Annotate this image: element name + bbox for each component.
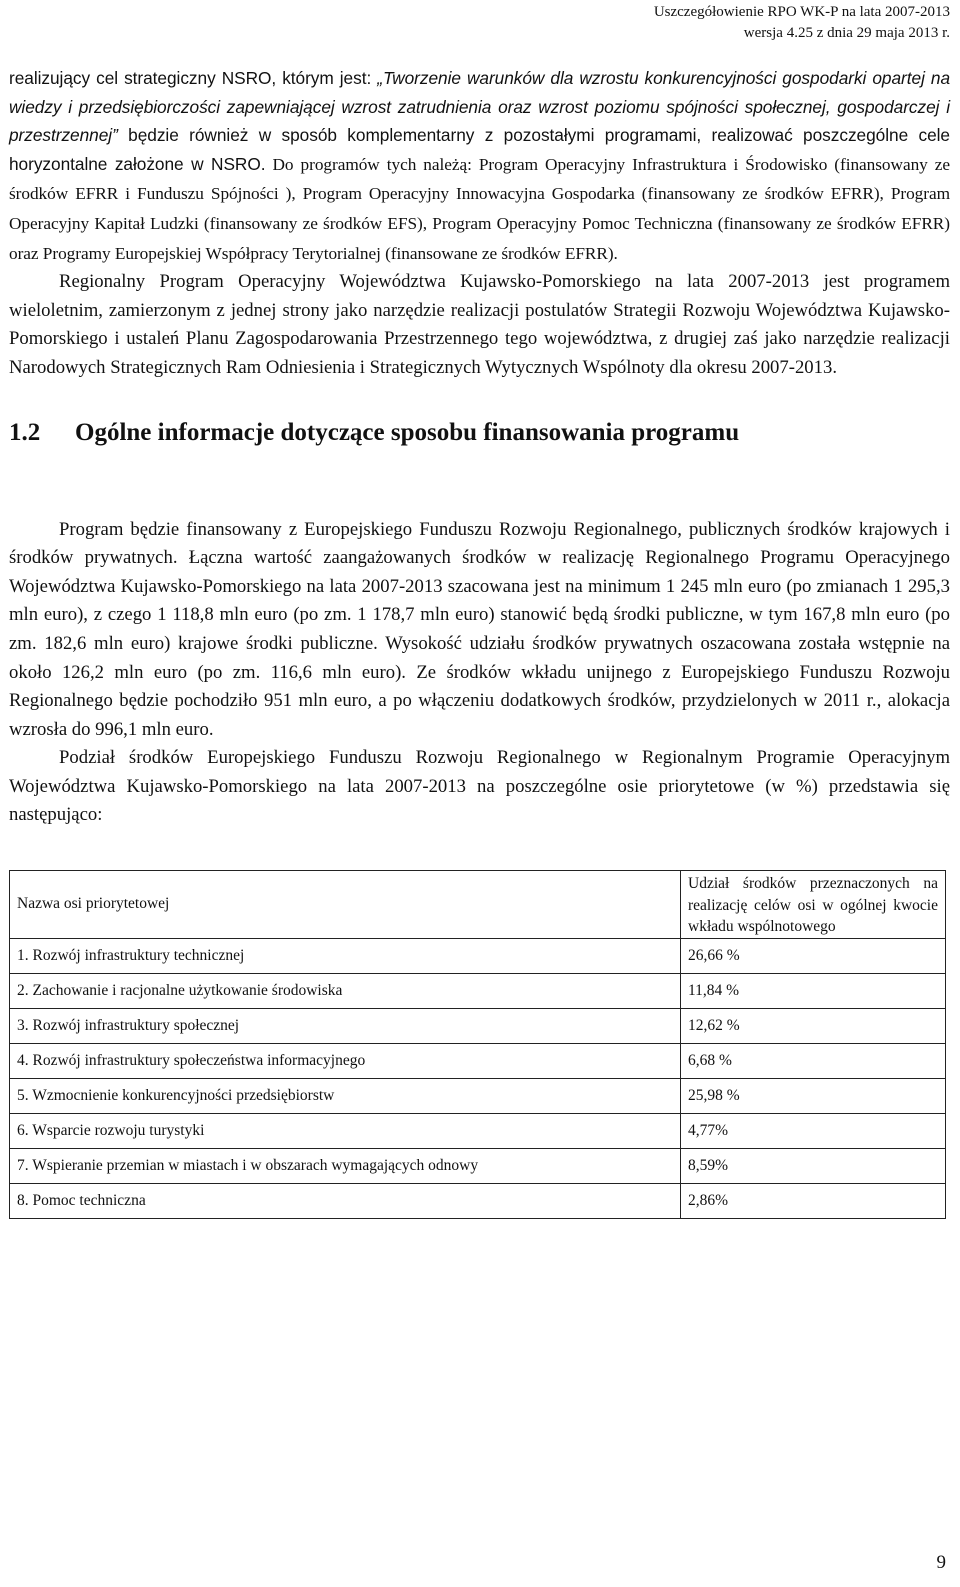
table-row bbox=[10, 1148, 946, 1183]
axis-share: 8,59% bbox=[681, 1148, 946, 1183]
axis-share: 25,98 % bbox=[681, 1078, 946, 1113]
axis-name: 3. Rozwój infrastruktury społecznej bbox=[10, 1008, 681, 1043]
axis-share: 12,62 % bbox=[681, 1008, 946, 1043]
intro-paragraph bbox=[9, 64, 950, 268]
axis-name: 4. Rozwój infrastruktury społeczeństwa informacyjnego bbox=[10, 1043, 681, 1078]
axis-name: 7. Wspieranie przemian w miastach i w obszarach wymagających odnowy bbox=[10, 1148, 681, 1183]
financing-paragraph: Program będzie finansowany z Europejskiego Funduszu Rozwoju Regionalnego, publicznych środków krajowych i środków prywatnych. Łączna wartość zaangażowanych środków w realizację Regionalnego Programu Operacyjnego Województwa Kujawsko-Pomorskiego na lata 2007-2013 szacowana jest na minimum 1 245 mln euro (po zmianach 1 295,3 mln euro), z czego 1 118,8 mln euro (po zm. 1 178,7 mln euro) stanowić będą środki publiczne, w tym 167,8 mln euro (po zm. 182,6 mln euro) krajowe środki publiczne. Wysokość udziału środków prywatnych oszacowana została wstępnie na około 126,2 mln euro (po zm. 116,6 mln euro). Ze środków wkładu unijnego z Europejskiego Funduszu Rozwoju Regionalnego będzie pochodziło 951 mln euro, a po włączeniu dodatkowych środków, przydzielonych w 2011 r., alokacja wzrosła do 996,1 mln euro. bbox=[9, 518, 950, 740]
table-row bbox=[10, 938, 946, 973]
document-header bbox=[654, 2, 950, 44]
priority-axes-table bbox=[9, 870, 946, 1219]
table-row bbox=[10, 1183, 946, 1218]
axis-share: 11,84 % bbox=[681, 973, 946, 1008]
table-row bbox=[10, 1113, 946, 1148]
header-version: wersja 4.25 z dnia 29 maja 2013 r. bbox=[743, 25, 950, 41]
table-row bbox=[10, 973, 946, 1008]
page-body bbox=[9, 64, 950, 1219]
allocation-split-paragraph: Podział środków Europejskiego Funduszu Rozwoju Regionalnego w Regionalnym Programie Operacyjnym Województwa Kujawsko-Pomorskiego na lata 2007-2013 na poszczególne osie priorytetowe (w %) przedstawia się następująco: bbox=[9, 747, 950, 826]
nsro-goal-quote: „Tworzenie warunków dla wzrostu konkurencyjności gospodarki opartej na wiedzy i przedsiębiorczości zapewniającej wzrost zatrudnienia oraz wzrost poziomu spójności społecznej, gospodarczej i przestrzennej” bbox=[9, 68, 951, 146]
regional-program-paragraph: Regionalny Program Operacyjny Województwa Kujawsko-Pomorskiego na lata 2007-2013 jest programem wieloletnim, zamierzonym z jednej strony jako narzędzie realizacji postulatów Strategii Rozwoju Województwa Kujawsko-Pomorskiego i ustaleń Planu Zagospodarowania Przestrzennego tego województwa, z drugiej zaś jako narzędzie realizacji Narodowych Strategicznych Ram Odniesienia i Strategicznych Wytycznych Wspólnoty dla okresu 2007-2013. bbox=[9, 271, 950, 378]
axis-share: 6,68 % bbox=[681, 1043, 946, 1078]
section-heading bbox=[9, 417, 950, 449]
axis-share: 26,66 % bbox=[681, 938, 946, 973]
intro-text-continuation: będzie również w sposób komplementarny z pozostałymi programami, realizować poszczególne cele horyzontalne założone w NSRO. bbox=[9, 125, 950, 174]
axis-name: 2. Zachowanie i racjonalne użytkowanie środowiska bbox=[10, 973, 681, 1008]
section-title: Ogólne informacje dotyczące sposobu finansowania programu bbox=[75, 418, 740, 446]
header-axis-name: Nazwa osi priorytetowej bbox=[10, 871, 681, 939]
axis-name: 1. Rozwój infrastruktury technicznej bbox=[10, 938, 681, 973]
table-row bbox=[10, 1078, 946, 1113]
section-number: 1.2 bbox=[9, 418, 41, 446]
header-share: Udział środków przeznaczonych na realizację celów osi w ogólnej kwocie wkładu wspólnotowego bbox=[681, 871, 946, 939]
table-row bbox=[10, 1043, 946, 1078]
axis-name: 5. Wzmocnienie konkurencyjności przedsiębiorstw bbox=[10, 1078, 681, 1113]
table-header-row bbox=[10, 871, 946, 939]
axis-name: 6. Wsparcie rozwoju turystyki bbox=[10, 1113, 681, 1148]
axis-share: 2,86% bbox=[681, 1183, 946, 1218]
programs-list-text: Do programów tych należą: Program Operacyjny Infrastruktura i Środowisko (finansowany ze środków EFRR i Funduszu Spójności ), Program Operacyjny Innowacyjna Gospodarka (finansowany ze środków EFRR), Program Operacyjny Kapitał Ludzki (finansowany ze środków EFS), Program Operacyjny Pomoc Techniczna (finansowany ze środków EFRR) oraz Programy Europejskiej Współpracy Terytorialnej (finansowane ze środków EFRR). bbox=[9, 154, 950, 263]
page-number: 9 bbox=[936, 1552, 946, 1573]
axis-share: 4,77% bbox=[681, 1113, 946, 1148]
intro-text-start: realizujący cel strategiczny NSRO, którym jest: bbox=[9, 68, 378, 88]
header-title: Uszczegółowienie RPO WK-P na lata 2007-2013 bbox=[653, 4, 950, 20]
axis-name: 8. Pomoc techniczna bbox=[10, 1183, 681, 1218]
table-row bbox=[10, 1008, 946, 1043]
